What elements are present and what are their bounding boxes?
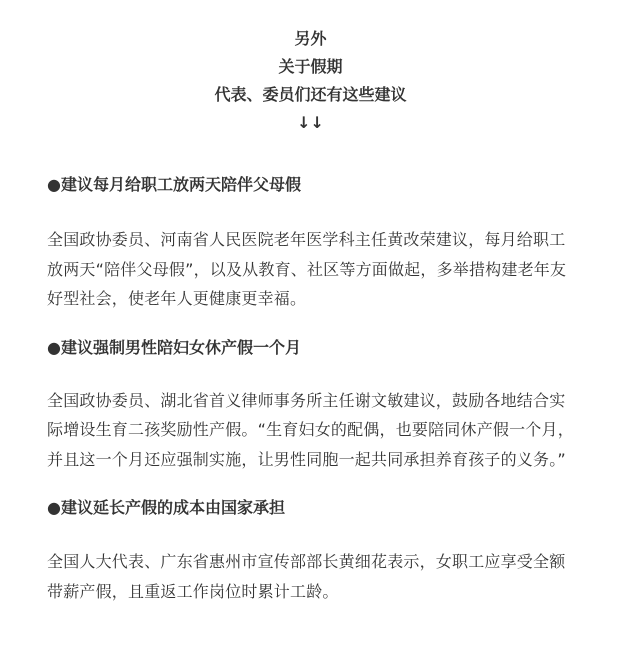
section-body-maternity-cost: 全国人大代表、广东省惠州市宣传部部长黄细花表示，女职工应享受全额带薪产假，且重返工作岗位时累计工龄。 <box>47 552 566 601</box>
header-line-3: 代表、委员们还有这些建议 <box>214 85 407 104</box>
header-line-2: 关于假期 <box>278 57 343 76</box>
section-title-maternity-cost: ●建议延长产假的成本由国家承担 <box>47 498 285 517</box>
section-title-parent-leave: ●建议每月给职工放两天陪伴父母假 <box>47 175 301 194</box>
section-body-parent-leave: 全国政协委员、河南省人民医院老年医学科主任黄改荣建议，每月给职工放两天“陪伴父母假”，以及从教育、社区等方面做起，多举措构建老年友好型社会，使老年人更健康更幸福。 <box>47 230 567 308</box>
header-line-1: 另外 <box>294 29 327 48</box>
article-header <box>47 0 574 137</box>
section-title-paternity-leave: ●建议强制男性陪妇女休产假一个月 <box>47 337 301 357</box>
section-body-paternity-leave: 全国政协委员、湖北省首义律师事务所主任谢文敏建议，鼓励各地结合实际增设生育二孩奖励性产假。“生育妇女的配偶，也要陪同休产假一个月，并且这一个月还应强制实施，让男性同胞一起共同承担养育孩子的义务。” <box>47 390 574 469</box>
down-arrows-icon: ↓↓ <box>297 113 324 132</box>
